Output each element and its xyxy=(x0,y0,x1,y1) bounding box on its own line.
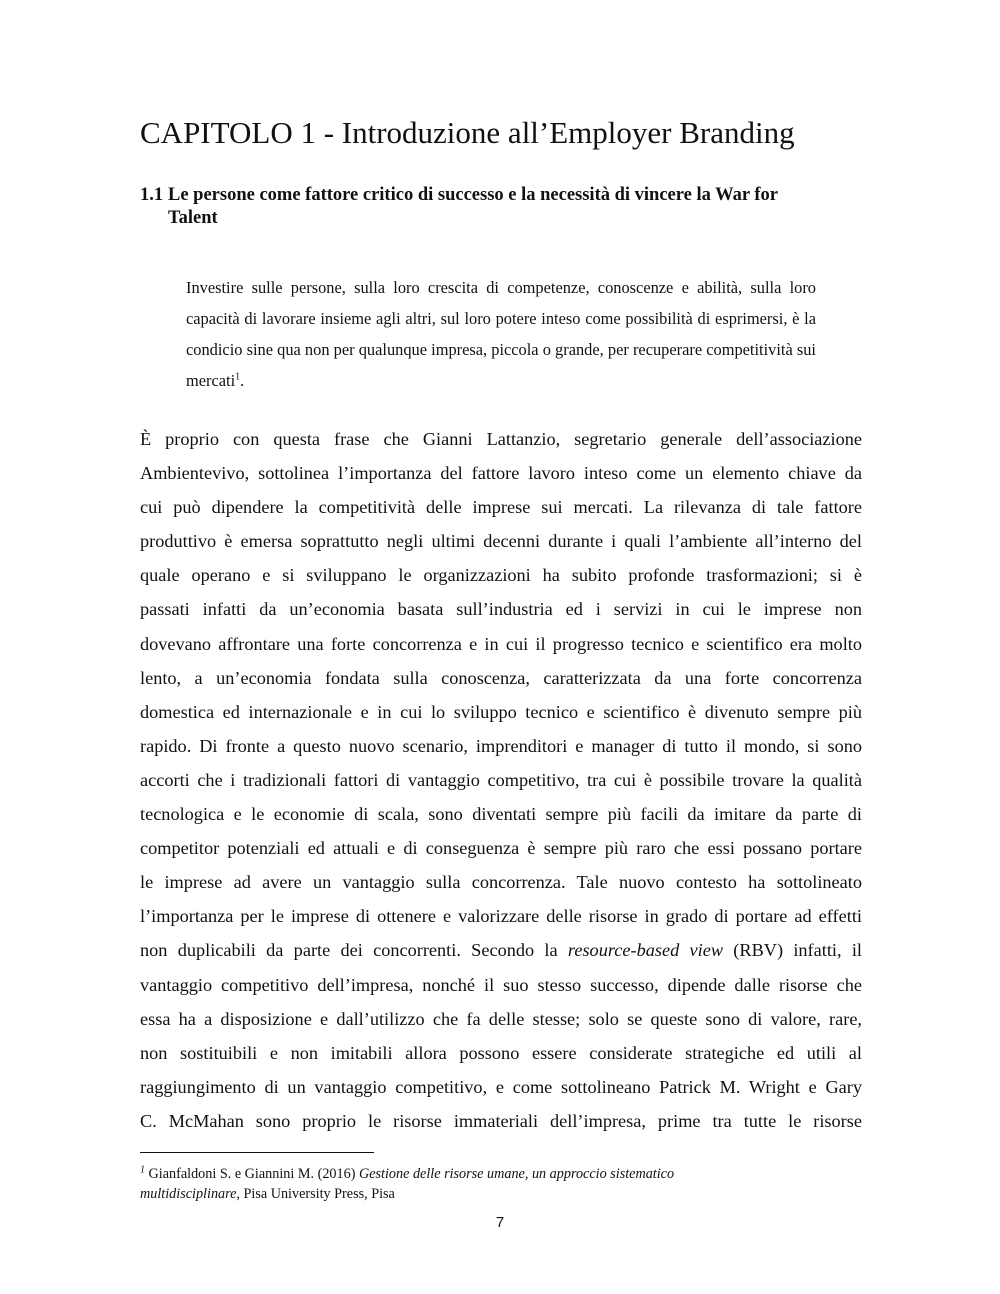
footnote-title-1: Gestione delle risorse umane, un approccio sistematico xyxy=(358,1166,675,1182)
body-line-rbv xyxy=(140,933,862,967)
body-line: dovevano affrontare una forte concorrenza e in cui il progresso tecnico e scientifico era molto xyxy=(140,633,862,654)
footnote-divider xyxy=(140,1152,374,1153)
page-number: 7 xyxy=(495,1214,505,1231)
body-line: passati infatti da un’economia basata sull’industria ed i servizi in cui le imprese non xyxy=(140,599,862,620)
body-line: vantaggio competitivo dell’impresa, nonché il suo stesso successo, dipende dalle risorse che xyxy=(140,974,862,995)
footnote-authors: Gianfaldoni S. e Giannini M. (2016) xyxy=(145,1166,359,1182)
body-line: competitor potenziali ed attuali e di conseguenza è sempre più raro che essi possano portare xyxy=(140,838,862,859)
block-quote xyxy=(186,272,816,396)
quote-end: . xyxy=(240,371,245,390)
footnote-title-2: multidisciplinare xyxy=(140,1186,237,1202)
section-number: 1.1 xyxy=(140,185,164,205)
body-line: tecnologica e le economie di scala, sono diventati sempre più facili da imitare da parte di xyxy=(140,804,862,825)
body-line: essa ha a disposizione e dall’utilizzo che fa delle stesse; solo se queste sono di valore, rare, xyxy=(140,1008,862,1029)
body-line: le imprese ad avere un vantaggio sulla concorrenza. Tale nuovo contesto ha sottolineato xyxy=(140,872,862,893)
section-heading xyxy=(140,184,840,230)
footnote-reference[interactable]: 1 xyxy=(235,371,241,383)
body-line: raggiungimento di un vantaggio competitivo, e come sottolineano Patrick M. Wright e Gary xyxy=(140,1076,862,1097)
section-title-line1: Le persone come fattore critico di successo e la necessità di vincere la War for xyxy=(168,185,779,205)
rbv-before: non duplicabili da parte dei concorrenti. Secondo la xyxy=(140,940,568,961)
body-line: domestica ed internazionale e in cui lo sviluppo tecnico e scientifico è divenuto sempre più xyxy=(140,701,862,722)
body-paragraph xyxy=(140,422,862,1138)
body-line: produttivo è emersa soprattutto negli ultimi decenni durante i quali l’ambiente all’interno del xyxy=(140,531,862,552)
body-line: quale operano e si sviluppano le organizzazioni ha subito profonde trasformazioni; si è xyxy=(140,565,862,586)
body-line: È proprio con questa frase che Gianni Lattanzio, segretario generale dell’associazione xyxy=(140,429,862,449)
body-line: rapido. Di fronte a questo nuovo scenario, imprenditori e manager di tutto il mondo, si sono xyxy=(140,735,862,756)
body-line: C. McMahan sono proprio le risorse immateriali dell’impresa, prime tra tutte le risorse xyxy=(140,1110,862,1131)
body-line: l’importanza per le imprese di ottenere e valorizzare delle risorse in grado di portare ad effetti xyxy=(140,906,862,927)
footnote-marker: 1 xyxy=(140,1164,145,1176)
body-line: cui può dipendere la competitività delle imprese sui mercati. La rilevanza di tale fattore xyxy=(140,497,862,518)
chapter-title: CAPITOLO 1 - Introduzione all’Employer Branding xyxy=(140,115,795,150)
body-line: accorti che i tradizionali fattori di vantaggio competitivo, tra cui è possibile trovare la qualità xyxy=(140,769,862,790)
body-line: non sostituibili e non imitabili allora possono essere considerate strategiche ed utili al xyxy=(140,1042,862,1063)
body-line: lento, a un’economia fondata sulla conoscenza, caratterizzata da una forte concorrenza xyxy=(140,667,862,688)
quote-text: Investire sulle persone, sulla loro crescita di competenze, conoscenze e abilità, sulla loro capacità di lavorare insieme agli altri, sul loro potere inteso come possibilità di esprimersi, è la condicio sine qua non per qualunque impresa, piccola o grande, per recuperare competitività sui mercati xyxy=(186,278,816,390)
rbv-after: (RBV) infatti, il xyxy=(723,940,862,961)
body-line: Ambientevivo, sottolinea l’importanza del fattore lavoro inteso come un elemento chiave da xyxy=(140,463,862,484)
rbv-term: resource-based view xyxy=(567,940,724,961)
footnote xyxy=(140,1164,820,1204)
footnote-publisher: , Pisa University Press, Pisa xyxy=(236,1186,395,1202)
section-title-line2: Talent xyxy=(168,208,218,228)
